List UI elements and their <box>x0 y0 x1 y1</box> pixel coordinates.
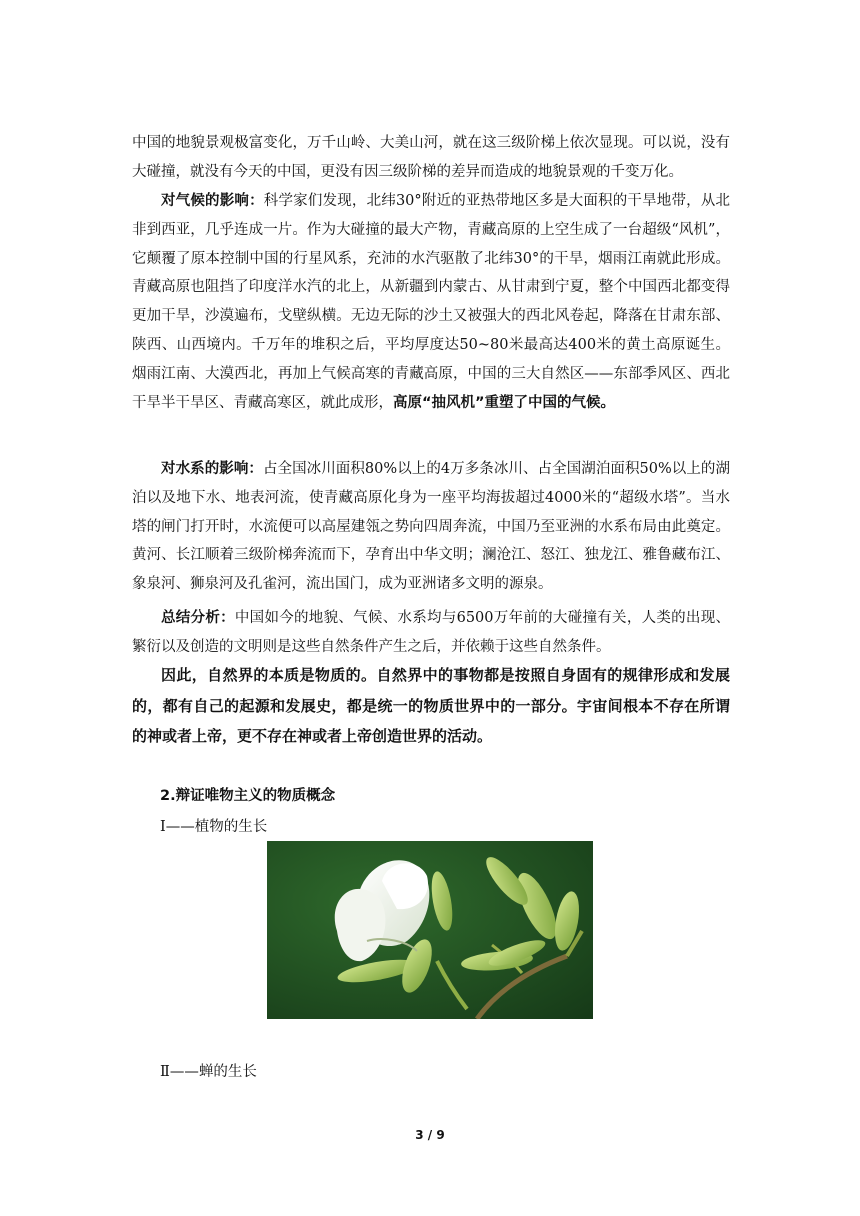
climate-label: 对气候的影响： <box>161 193 264 209</box>
summary-body: 中国如今的地貌、气候、水系均与6500万年前的大碰撞有关，人类的出现、繁衍以及创造的文明则是这些自然条件产生之后，并依赖于这些自然条件。 <box>132 610 730 655</box>
paragraph-conclusion <box>132 660 730 752</box>
subheading-plant-growth: Ⅰ——植物的生长 <box>160 819 268 835</box>
paragraph-climate <box>132 187 730 417</box>
section-heading: 2.辩证唯物主义的物质概念 <box>160 788 336 804</box>
paragraph-intro-text: 中国的地貌景观极富变化，万千山岭、大美山河，就在这三级阶梯上依次显现。可以说，没有大碰撞，就没有今天的中国，更没有因三级阶梯的差异而造成的地貌景观的千变万化。 <box>132 135 730 180</box>
summary-label: 总结分析： <box>161 610 235 626</box>
paragraph-summary <box>132 604 730 662</box>
paragraph-intro <box>132 129 730 187</box>
paragraph-water <box>132 455 730 599</box>
climate-conclusion: 高原“抽风机”重塑了中国的气候。 <box>393 394 616 411</box>
conclusion-text: 因此，自然界的本质是物质的。自然界中的事物都是按照自身固有的规律形成和发展的，都有自己的起源和发展史，都是统一的物质世界中的一部分。宇宙间根本不存在所谓的神或者上帝，更不存在神或者上帝创造世界的活动。 <box>132 666 730 746</box>
water-label: 对水系的影响： <box>161 461 263 477</box>
white-flower-photo <box>267 841 593 1019</box>
flower-illustration <box>267 841 593 1019</box>
subheading-cicada-growth: Ⅱ——蝉的生长 <box>160 1064 257 1080</box>
climate-body: 科学家们发现，北纬30°附近的亚热带地区多是大面积的干旱地带，从北非到西亚，几乎连成一片。作为大碰撞的最大产物，青藏高原的上空生成了一台超级“风机”，它颠覆了原本控制中国的行星风系，充沛的水汽驱散了北纬30°的干旱，烟雨江南就此形成。青藏高原也阻挡了印度洋水汽的北上，从新疆到内蒙古、从甘肃到宁夏，整个中国西北都变得更加干旱，沙漠遍布，戈壁纵横。无边无际的沙土又被强大的西北风卷起，降落在甘肃东部、陕西、山西境内。千万年的堆积之后，平均厚度达50~80米最高达400米的黄土高原诞生。烟雨江南、大漠西北，再加上气候高寒的青藏高原，中国的三大自然区——东部季风区、西北干旱半干旱区、青藏高寒区，就此成形， <box>132 193 731 411</box>
page-number: 3 / 9 <box>415 1128 445 1142</box>
water-body: 占全国冰川面积80%以上的4万多条冰川、占全国湖泊面积50%以上的湖泊以及地下水、地表河流，使青藏高原化身为一座平均海拔超过4000米的“超级水塔”。当水塔的闸门打开时，水流便可以高屋建瓴之势向四周奔流，中国乃至亚洲的水系布局由此奠定。黄河、长江顺着三级阶梯奔流而下，孕育出中华文明；澜沧江、怒江、独龙江、雅鲁藏布江、象泉河、狮泉河及孔雀河，流出国门，成为亚洲诸多文明的源泉。 <box>132 461 730 593</box>
